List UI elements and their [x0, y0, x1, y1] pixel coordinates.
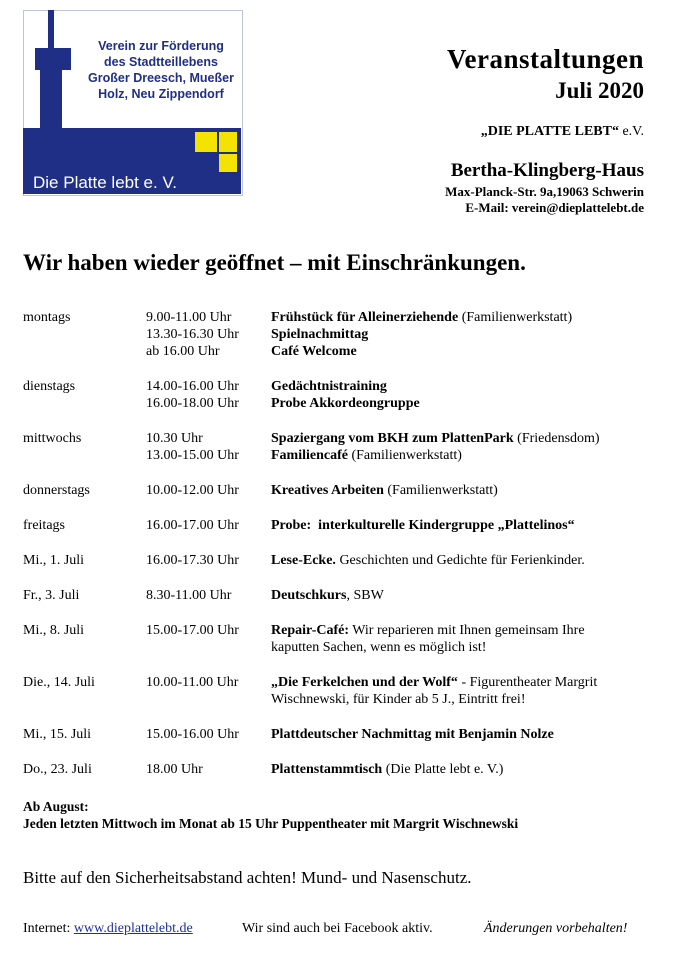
entry-title: „Die Ferkelchen und der Wolf“	[271, 675, 458, 690]
entry-time: 13.30-16.30 Uhr	[146, 327, 239, 342]
entry-time: 13.00-15.00 Uhr	[146, 448, 239, 463]
august-announcement	[23, 798, 518, 832]
schedule-entry	[23, 726, 653, 743]
entry-time: 16.00-18.00 Uhr	[146, 396, 239, 411]
entry-title: Plattdeutscher Nachmittag mit Benjamin Nolze	[271, 727, 554, 742]
association-logo	[23, 10, 243, 196]
entry-day: dienstags	[23, 379, 76, 394]
entry-time: 10.00-11.00 Uhr	[146, 675, 239, 690]
logo-brand-name: Die Platte lebt e. V.	[33, 173, 177, 192]
august-heading: Ab August:	[23, 799, 89, 814]
entry-time: 10.30 Uhr	[146, 431, 203, 446]
logo-line: des Stadtteillebens	[104, 55, 218, 69]
organization-name-bold: „DIE PLATTE LEBT“	[480, 124, 619, 139]
entry-note: (Familienwerkstatt)	[458, 310, 573, 325]
schedule-entry	[23, 552, 653, 569]
entry-day: montags	[23, 310, 71, 325]
entry-title: Frühstück für Alleinerziehende	[271, 310, 459, 325]
footer-facebook: Wir sind auch bei Facebook aktiv.	[242, 921, 433, 936]
entry-note: Wischnewski, für Kinder ab 5 J., Eintritt frei!	[271, 692, 526, 707]
schedule-entry	[23, 674, 653, 708]
entry-note: kaputten Sachen, wenn es möglich ist!	[271, 640, 487, 655]
headline: Wir haben wieder geöffnet – mit Einschränkungen.	[23, 250, 526, 275]
entry-day: mittwochs	[23, 431, 82, 446]
entry-title: Probe: interkulturelle Kindergruppe „Plattelinos“	[271, 518, 575, 533]
footer-disclaimer: Änderungen vorbehalten!	[484, 921, 628, 936]
entry-time: 9.00-11.00 Uhr	[146, 310, 232, 325]
entry-note: Wir reparieren mit Ihnen gemeinsam Ihre	[349, 623, 585, 638]
page-month: Juli 2020	[555, 78, 644, 103]
venue-name: Bertha-Klingberg-Haus	[450, 160, 644, 181]
entry-title: Kreatives Arbeiten	[271, 483, 384, 498]
logo-association-text	[81, 38, 241, 102]
entry-time: 10.00-12.00 Uhr	[146, 483, 239, 498]
entry-title: Lese-Ecke.	[271, 553, 336, 568]
entry-title: Spaziergang vom BKH zum PlattenPark	[271, 431, 514, 446]
entry-day: Mi., 1. Juli	[23, 553, 85, 568]
venue-address: Max-Planck-Str. 9a,19063 Schwerin	[445, 184, 644, 199]
entry-title: Repair-Café:	[271, 623, 350, 638]
entry-title: Familiencafé	[271, 448, 348, 463]
entry-time: 15.00-16.00 Uhr	[146, 727, 239, 742]
logo-yellow-square	[195, 132, 217, 152]
entry-time: 16.00-17.30 Uhr	[146, 553, 239, 568]
entry-time: 14.00-16.00 Uhr	[146, 379, 239, 394]
organization-suffix: e.V.	[618, 124, 644, 139]
entry-note: - Figurentheater Margrit	[457, 675, 598, 690]
footer-internet	[23, 921, 193, 937]
schedule-entry	[23, 517, 653, 534]
entry-day: Mi., 15. Juli	[23, 727, 92, 742]
schedule-entry	[23, 761, 653, 778]
entry-time: 8.30-11.00 Uhr	[146, 588, 232, 603]
entry-day: Do., 23. Juli	[23, 762, 92, 777]
schedule-entry	[23, 378, 653, 412]
august-text: Jeden letzten Mittwoch im Monat ab 15 Uhr Puppentheater mit Margrit Wischnewski	[23, 816, 519, 831]
logo-yellow-square	[219, 132, 237, 152]
schedule-entry	[23, 587, 653, 604]
tv-tower-head	[35, 48, 71, 70]
schedule-entry	[23, 482, 653, 499]
event-schedule	[23, 309, 653, 778]
entry-time: 18.00 Uhr	[146, 762, 203, 777]
entry-day: Fr., 3. Juli	[23, 588, 80, 603]
entry-day: donnerstags	[23, 483, 90, 498]
entry-title: Probe Akkordeongruppe	[271, 396, 420, 411]
entry-day: freitags	[23, 518, 65, 533]
entry-note: Geschichten und Gedichte für Ferienkinder.	[335, 553, 585, 568]
schedule-entry	[23, 309, 653, 360]
entry-note: (Familienwerkstatt)	[383, 483, 498, 498]
entry-note: (Friedensdom)	[513, 431, 600, 446]
safety-note: Bitte auf den Sicherheitsabstand achten! Mund- und Nasenschutz.	[23, 868, 472, 887]
schedule-entry	[23, 622, 653, 656]
entry-time: 16.00-17.00 Uhr	[146, 518, 239, 533]
entry-title: Plattenstammtisch	[271, 762, 383, 777]
logo-yellow-square	[219, 154, 237, 172]
schedule-entry	[23, 430, 653, 464]
entry-note: (Die Platte lebt e. V.)	[382, 762, 504, 777]
organization-name	[481, 124, 644, 140]
entry-note: (Familienwerkstatt)	[347, 448, 462, 463]
entry-note: , SBW	[346, 588, 384, 603]
entry-title: Café Welcome	[271, 344, 357, 359]
logo-line: Großer Dreesch, Mueßer	[88, 71, 234, 85]
tv-tower-icon	[48, 10, 54, 50]
internet-label: Internet:	[23, 921, 74, 936]
entry-day: Die., 14. Juli	[23, 675, 95, 690]
entry-time: 15.00-17.00 Uhr	[146, 623, 239, 638]
contact-email: E-Mail: verein@dieplattelebt.de	[465, 200, 644, 215]
entry-title: Gedächtnistraining	[271, 379, 387, 394]
logo-line: Verein zur Förderung	[98, 39, 224, 53]
logo-line: Holz, Neu Zippendorf	[98, 87, 224, 101]
page-title: Veranstaltungen	[446, 44, 644, 74]
entry-time: ab 16.00 Uhr	[146, 344, 220, 359]
website-link[interactable]: www.dieplattelebt.de	[73, 921, 193, 936]
entry-title: Deutschkurs	[271, 588, 347, 603]
entry-title: Spielnachmittag	[271, 327, 369, 342]
tv-tower-shaft	[40, 68, 62, 130]
entry-day: Mi., 8. Juli	[23, 623, 85, 638]
